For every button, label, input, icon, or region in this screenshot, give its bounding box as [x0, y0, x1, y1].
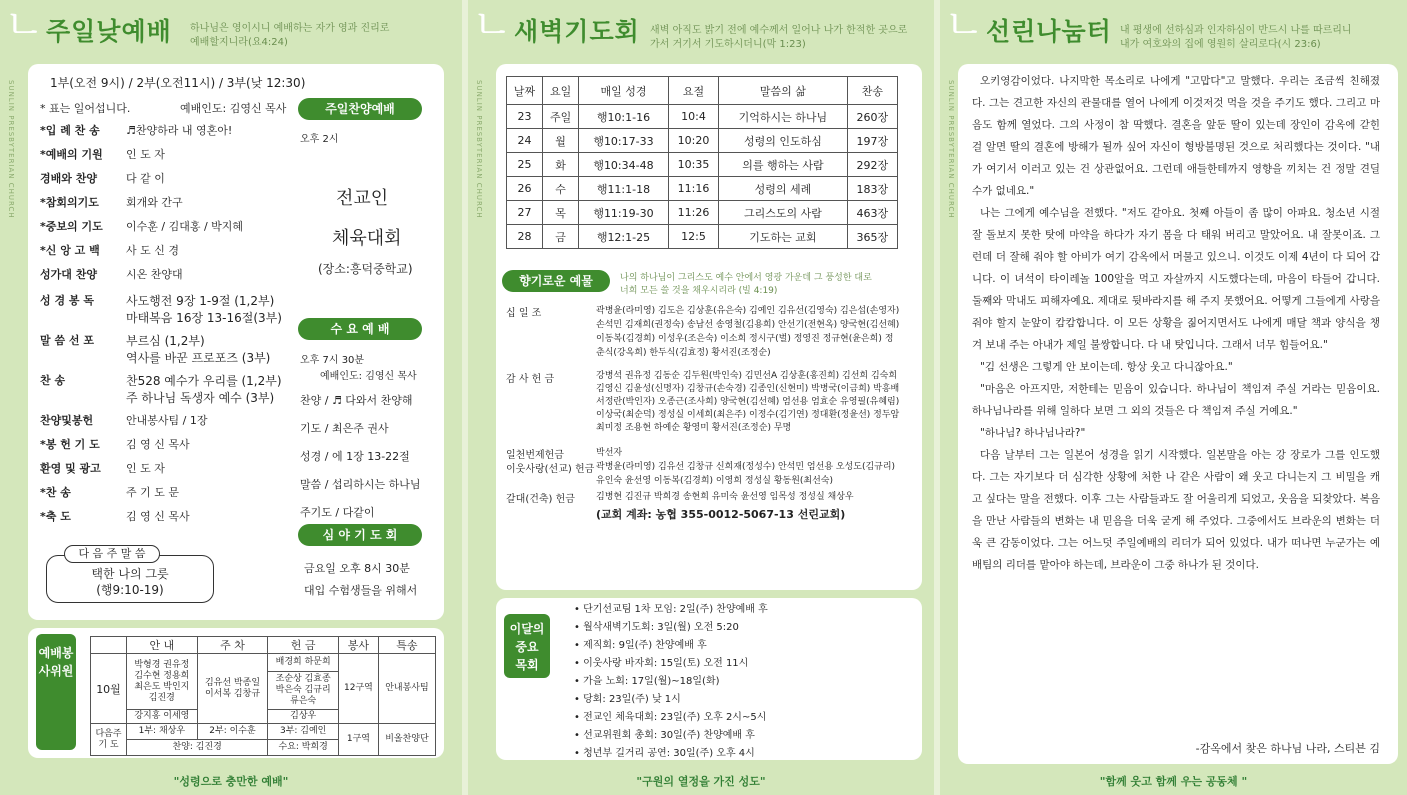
header-verse: 하나님은 영이시니 예배하는 자가 영과 진리로 예배할지니라(요4:24): [190, 23, 390, 48]
th-offer: 헌 금: [268, 637, 339, 654]
bible-head: 요절: [668, 77, 718, 105]
bible-cell: 292장: [847, 153, 897, 177]
bible-head: 요일: [543, 77, 579, 105]
side-label: SUNLIN PRESBYTERIAN CHURCH: [947, 80, 955, 219]
bible-cell: 행10:1-16: [579, 105, 669, 129]
bible-head: 말씀의 삶: [719, 77, 847, 105]
footer-motto: "함께 웃고 함께 우는 공동체 ": [1099, 775, 1248, 788]
bible-head: 찬송: [847, 77, 897, 105]
bible-cell: 행12:1-25: [579, 225, 669, 249]
service-table: 안 내 주 차 헌 금 봉사 특송 10월 박형경 권유정 김수현 정용희 최은도 박인지 김진경 김유선 박종일 이서복 김창규 배경희 하문희 12구역 안내봉사팀 조순상 김효종 박은숙 김규리 류은숙 강지홍 이세영 김상우 다음주 기 도 1부: 채상우 2부: 이수훈 3부: 김예인 1구역 비올찬양단 찬양: 김진경 수요: 박희경: [90, 636, 436, 756]
bible-cell: 463장: [847, 201, 897, 225]
order-row: [40, 292, 282, 326]
order-value: 주 기 도 문: [126, 486, 179, 499]
order-row: [40, 242, 179, 258]
order-value: 사도행전 9장 1-9절 (1,2부): [126, 294, 275, 308]
panel-sharing: [940, 0, 1407, 795]
account-info: (교회 계좌: 농협 355-0012-5067-13 선린교회): [596, 508, 846, 521]
hook-ornament-icon: ㄴ: [472, 0, 513, 49]
offering-group-label: 갈대(건축) 헌금: [506, 494, 575, 505]
hook-ornament-icon: ㄴ: [4, 0, 45, 49]
bible-cell: 행10:34-48: [579, 153, 669, 177]
list-item: • 청년부 길거리 공연: 30일(주) 오후 4시: [574, 748, 755, 759]
order-value: 다 같 이: [126, 172, 165, 185]
bible-cell: 금: [543, 225, 579, 249]
table-row: [507, 177, 898, 201]
bible-cell: 행11:19-30: [579, 201, 669, 225]
bible-cell: 목: [543, 201, 579, 225]
order-value: 인 도 자: [126, 462, 165, 475]
story-paragraph: 나는 그에게 예수님을 전했다. "저도 같아요. 첫째 아들이 좀 많이 아파요. 청소년 시절 잘 돌보지 못한 탓에 마약을 하다가 자기 몸을 다 태워 버리고 말았어요. 내 잘못이죠. 그런데 더 잘해 줘야 할 아비가 여기 감옥에서 머물고 있으니. 이것도 이제 4년이 다 되어 갑니다. 이 녀석이 타이레놀 100알을 먹고 자살까지 시도했다는데, 마음이 타들어 갑니다. 둘째와 막내도 피해자예요. 제대로 뒷바라지를 해 주지 못했어요. 어떻게 그들에게 사랑을 줘야 할지 눈앞이 캄캄합니다. 이 모든 상황을 짊어지면서도 나에게 매달 책과 양식을 챙겨 보내 주는 아내가 제일 불쌍합니다. 다 내 탓입니다. 그래서 너무 힘들어요.": [972, 207, 1380, 351]
order-value: 인 도 자: [126, 148, 165, 161]
list-item: • 월삭새벽기도회: 3일(월) 오전 5:20: [574, 622, 739, 633]
order-label: *찬 송: [40, 486, 71, 499]
header-verse: 새벽 아직도 밝기 전에 예수께서 일어나 나가 한적한 곳으로 가서 거기서 기도하시더니(막 1:23): [650, 25, 908, 50]
order-row: [40, 266, 183, 282]
order-label: *중보의 기도: [40, 220, 103, 233]
order-label: * 표는 일어섭니다.: [40, 102, 131, 115]
order-value: 김 영 신 목사: [126, 438, 190, 451]
order-label: *입 례 찬 송: [40, 124, 100, 137]
order-value: 사 도 신 경: [126, 244, 179, 257]
bible-cell: 화: [543, 153, 579, 177]
bible-cell: 26: [507, 177, 543, 201]
bible-cell: 10:20: [668, 129, 718, 153]
footer-motto: "구원의 열정을 가진 성도": [636, 775, 766, 788]
order-value: 시온 찬양대: [126, 268, 183, 281]
wed-time: 오후 7시 30분: [300, 355, 365, 366]
offering-names: 곽병윤(라미영) 김도은 김상훈(유은숙) 김예인 김유선(김영숙) 김은섭(손영자) 손석민 김재희(권정숙) 송남선 송영철(김용희) 안선기(전현옥) 양국현(김선혜) 이동복(김경희) 이성우(조은숙) 이소희 정시구(벌) 정영진 정규현(윤은희) 정춘식(강옥희) 한두식(김효정) 황서진(조정순): [596, 306, 900, 358]
order-value-2: 역사를 바꾼 프로포즈 (3부): [126, 351, 271, 365]
list-item: • 전교인 체육대회: 23일(주) 오후 2시~5시: [574, 712, 767, 723]
story-source: -감옥에서 찾은 하나님 나라, 스티븐 김: [1195, 742, 1380, 755]
bible-cell: 11:26: [668, 201, 718, 225]
story-box: [958, 64, 1398, 764]
order-row: [40, 170, 165, 186]
order-label: 찬 송: [40, 374, 66, 387]
hook-ornament-icon: ㄴ: [944, 0, 985, 49]
order-value: 부르심 (1,2부): [126, 334, 205, 348]
bible-cell: 28: [507, 225, 543, 249]
order-label: *참회의기도: [40, 196, 99, 209]
bible-cell: 수: [543, 177, 579, 201]
service-times: 1부(오전 9시) / 2부(오전11시) / 3부(낮 12:30): [50, 76, 306, 90]
order-row: [40, 194, 183, 210]
wed-item: 성경 / 에 1장 13-22절: [300, 450, 410, 463]
panel-dawn-prayer: [468, 0, 934, 795]
order-value: 예배인도: 김영신 목사: [180, 102, 287, 115]
order-row: [40, 218, 243, 234]
bible-cell: 12:5: [668, 225, 718, 249]
bible-cell: 365장: [847, 225, 897, 249]
bible-cell: 25: [507, 153, 543, 177]
order-value-2: 주 하나님 독생자 예수 (3부): [126, 391, 275, 405]
bible-table: [506, 76, 898, 249]
order-row: [40, 122, 232, 138]
order-row: [40, 332, 270, 366]
order-label: *축 도: [40, 510, 71, 523]
news-list: [574, 600, 768, 762]
order-value: 찬528 예수가 우리를 (1,2부): [126, 374, 282, 388]
story-paragraph: 다음 날부터 그는 일본어 성경을 읽기 시작했다. 일본말을 아는 강 장로가 그를 인도했다. 그는 자기보다 더 심각한 상황에 처한 나 같은 사람이 왜 웃고 다니는지 그 비밀을 캐고 싶다는 말을 전했다. 이후 그는 사람들과도 잘 어울리게 되었고, 웃음을 되찾았다. 복음을 만난 사람들의 변화는 내 믿음을 더욱 굳게 해 주었다. 그중에서도 브라운의 변화는 더욱 큰 감동이었다. 그는 어느덧 주일예배의 리더가 되어 있었다. 내가 떠나면 누군가는 예배팀의 리더를 맡아야 하는데, 브라운이 그중 하나가 된 것이다.: [972, 449, 1380, 571]
order-row: [40, 146, 165, 162]
story-paragraph: "김 선생은 그렇게 안 보이는데. 항상 웃고 다니잖아요.": [980, 361, 1233, 373]
offering-group-label: 감 사 헌 금: [506, 374, 555, 385]
list-item: • 제직회: 9일(주) 찬양예배 후: [574, 640, 707, 651]
bible-cell: 24: [507, 129, 543, 153]
list-item: • 이웃사랑 바자회: 15일(토) 오전 11시: [574, 658, 749, 669]
list-item: • 당회: 23일(주) 낮 1시: [574, 694, 681, 705]
offering-verse: 나의 하나님이 그리스도 예수 안에서 영광 가운데 그 풍성한 대로 너희 모든 쓸 것을 채우시리라 (빌 4:19): [620, 273, 872, 296]
bible-cell: 주일: [543, 105, 579, 129]
bible-cell: 27: [507, 201, 543, 225]
night-time: 금요일 오후 8시 30분: [304, 562, 410, 575]
news-label: 이달의 중요 목회: [504, 614, 550, 678]
table-row: [507, 201, 898, 225]
offering-names: 곽병윤(라미영) 김유선 김창규 신희재(정성수) 안석민 엄선용 오성도(김규리) 유인숙 윤선영 이동복(김경희) 이영희 정성실 황동원(최선숙): [596, 462, 896, 486]
table-row: [507, 105, 898, 129]
side-label: SUNLIN PRESBYTERIAN CHURCH: [7, 80, 15, 219]
story-text: [972, 70, 1380, 576]
order-value: ♬찬양하라 내 영혼아!: [126, 124, 233, 137]
order-value: 김 영 신 목사: [126, 510, 190, 523]
event-title-1: 전교인: [336, 188, 389, 209]
list-item: • 선교위원회 총회: 30일(주) 찬양예배 후: [574, 730, 755, 741]
bible-cell: 10:35: [668, 153, 718, 177]
next-sermon-title: 택한 나의 그릇: [91, 567, 169, 581]
bible-cell: 월: [543, 129, 579, 153]
wed-item: 주기도 / 다같이: [300, 506, 375, 519]
next-sermon-label: 다 음 주 말 씀: [64, 545, 160, 563]
table-row: [507, 225, 898, 249]
afternoon-worship-label: 주일찬양예배: [298, 98, 422, 120]
order-row: [40, 460, 165, 476]
afternoon-time: 오후 2시: [300, 134, 339, 145]
order-label: *예배의 기원: [40, 148, 103, 161]
offering-names: 김병현 김진규 박희경 송현희 유미숙 윤선영 임목성 정성실 채상우: [596, 492, 854, 502]
side-label: SUNLIN PRESBYTERIAN CHURCH: [475, 80, 483, 219]
bible-head: 날짜: [507, 77, 543, 105]
night-desc: 대입 수험생들을 위해서: [304, 584, 418, 597]
order-row: [40, 372, 282, 406]
th-park: 주 차: [197, 637, 268, 654]
panel-sunday-worship: [0, 0, 462, 795]
table-row: [507, 129, 898, 153]
offering-label: 향기로운 예물: [502, 270, 610, 292]
bible-cell: 11:16: [668, 177, 718, 201]
offering-group-label: 십 일 조: [506, 308, 542, 319]
bible-cell: 기억하시는 하나님: [719, 105, 847, 129]
bible-cell: 성령의 인도하심: [719, 129, 847, 153]
news-box: [496, 598, 922, 760]
event-place: (장소:흥덕중학교): [318, 262, 413, 276]
order-label: 찬양및봉헌: [40, 414, 94, 427]
page-title: 선린나눔터: [986, 17, 1112, 46]
header: [940, 0, 1407, 62]
wed-item: 찬양 / ♬ 다와서 찬양해: [300, 394, 413, 407]
list-item: • 단기선교팀 1차 모임: 2일(주) 찬양예배 후: [574, 604, 768, 615]
order-label: *신 앙 고 백: [40, 244, 100, 257]
offering-group-label: 이웃사랑(선교) 헌금: [506, 464, 595, 475]
month: 10월: [91, 654, 127, 724]
order-label: 성가대 찬양: [40, 268, 97, 281]
header: [0, 0, 462, 62]
service-box: [28, 628, 444, 758]
footer-motto: "성령으로 충만한 예배": [173, 775, 289, 788]
header: [468, 0, 934, 62]
page-title: 주일낮예배: [46, 17, 172, 46]
order-row: [40, 508, 190, 524]
service-label: 예배봉사위원: [36, 634, 76, 750]
night-prayer-label: 심 야 기 도 회: [298, 524, 422, 546]
order-row: [40, 436, 190, 452]
order-row: [40, 412, 207, 428]
next-sermon-ref: (행9:10-19): [96, 583, 164, 597]
bible-box: [496, 64, 922, 590]
wed-item: 말씀 / 섭리하시는 하나님: [300, 478, 421, 491]
offering-group-label: 일천번제헌금: [506, 450, 564, 461]
story-paragraph: 오키영감이었다. 나지막한 목소리로 나에게 "고맙다"고 말했다. 우리는 조금씩 친해졌다. 그는 견고한 자신의 관물대를 열어 나에게 이것저것 먹을 것을 주기도 했다. 그리고 마음도 함께 열었다. 그의 사정이 참 딱했다. 결혼을 앞둔 딸이 있는데 장인이 감옥에 갇힌 걸 알면 딸의 결혼에 방해가 될까 싶어 자신이 형방불명된 것으로 처리했다는 것이다. "내가 여기서 이러고 있는 건 상관없어요. 그런데 애들한테까지 영향을 끼치는 건 정말 견딜 수가 없네요.": [972, 75, 1380, 197]
order-label: 환영 및 광고: [40, 462, 101, 475]
story-paragraph: "마음은 아프지만, 저한테는 믿음이 있습니다. 하나님이 책임져 주실 거라는 믿음이요. 하나님나라를 위해 일하다 보면 그 외의 것들은 다 책임져 주실 거예요.": [972, 383, 1380, 417]
bible-head: 매일 성경: [579, 77, 669, 105]
order-label: *봉 헌 기 도: [40, 438, 100, 451]
bible-cell: 성령의 세례: [719, 177, 847, 201]
bible-cell: 183장: [847, 177, 897, 201]
order-label: 성 경 봉 독: [40, 294, 94, 307]
wednesday-worship-label: 수 요 예 배: [298, 318, 422, 340]
order-row: [40, 484, 179, 500]
bible-cell: 10:4: [668, 105, 718, 129]
wed-item: 기도 / 최은주 권사: [300, 422, 389, 435]
th-guide: 안 내: [127, 637, 198, 654]
bible-cell: 행11:1-18: [579, 177, 669, 201]
story-paragraph: "하나님? 하나님나라?": [980, 427, 1086, 439]
wed-leader: 예배인도: 김영신 목사: [320, 371, 417, 382]
bible-cell: 260장: [847, 105, 897, 129]
table-row: [507, 153, 898, 177]
page-title: 새벽기도회: [514, 17, 640, 46]
th-song: 특송: [378, 637, 435, 654]
bible-cell: 의를 행하는 사람: [719, 153, 847, 177]
order-value: 회개와 간구: [126, 196, 183, 209]
order-value: 이수훈 / 김대홍 / 박지혜: [126, 220, 244, 233]
bible-cell: 기도하는 교회: [719, 225, 847, 249]
order-value-2: 마태복음 16장 13-16절(3부): [126, 311, 282, 325]
event-title-2: 체육대회: [332, 228, 402, 249]
list-item: • 가을 노회: 17일(월)~18일(화): [574, 676, 720, 687]
order-value: 안내봉사팀 / 1장: [126, 414, 208, 427]
order-row: [40, 100, 286, 116]
offering-names: 강병석 권유정 김동순 김두원(박인숙) 김민선A 김상훈(홍진희) 김선희 김숙희 김영신 김윤성(신명자) 김창규(손숙경) 김종인(신현미) 박병국(이금희) 박흥배 서정란(박인자) 오종근(조사희) 양국현(김선혜) 엄선용 엄효순 유영필(유혜림) 이상국(최순덕) 정성실 이세희(최은주) 이정수(김기연) 정대환(정윤선) 정두암 최미정 조용현 하예순 황영미 황서진(조정순) 무명: [596, 371, 900, 433]
bible-cell: 197장: [847, 129, 897, 153]
offering-names: 박선자: [596, 448, 623, 458]
header-verse: 내 평생에 선하심과 인자하심이 반드시 나를 따르리니 내가 여호와의 집에 영원히 살리로다(시 23:6): [1120, 25, 1352, 50]
bible-cell: 행10:17-33: [579, 129, 669, 153]
bible-cell: 23: [507, 105, 543, 129]
order-label: 말 씀 선 포: [40, 334, 94, 347]
bible-cell: 그리스도의 사람: [719, 201, 847, 225]
order-box: [28, 64, 444, 620]
th-svc: 봉사: [339, 637, 379, 654]
order-label: 경배와 찬양: [40, 172, 97, 185]
